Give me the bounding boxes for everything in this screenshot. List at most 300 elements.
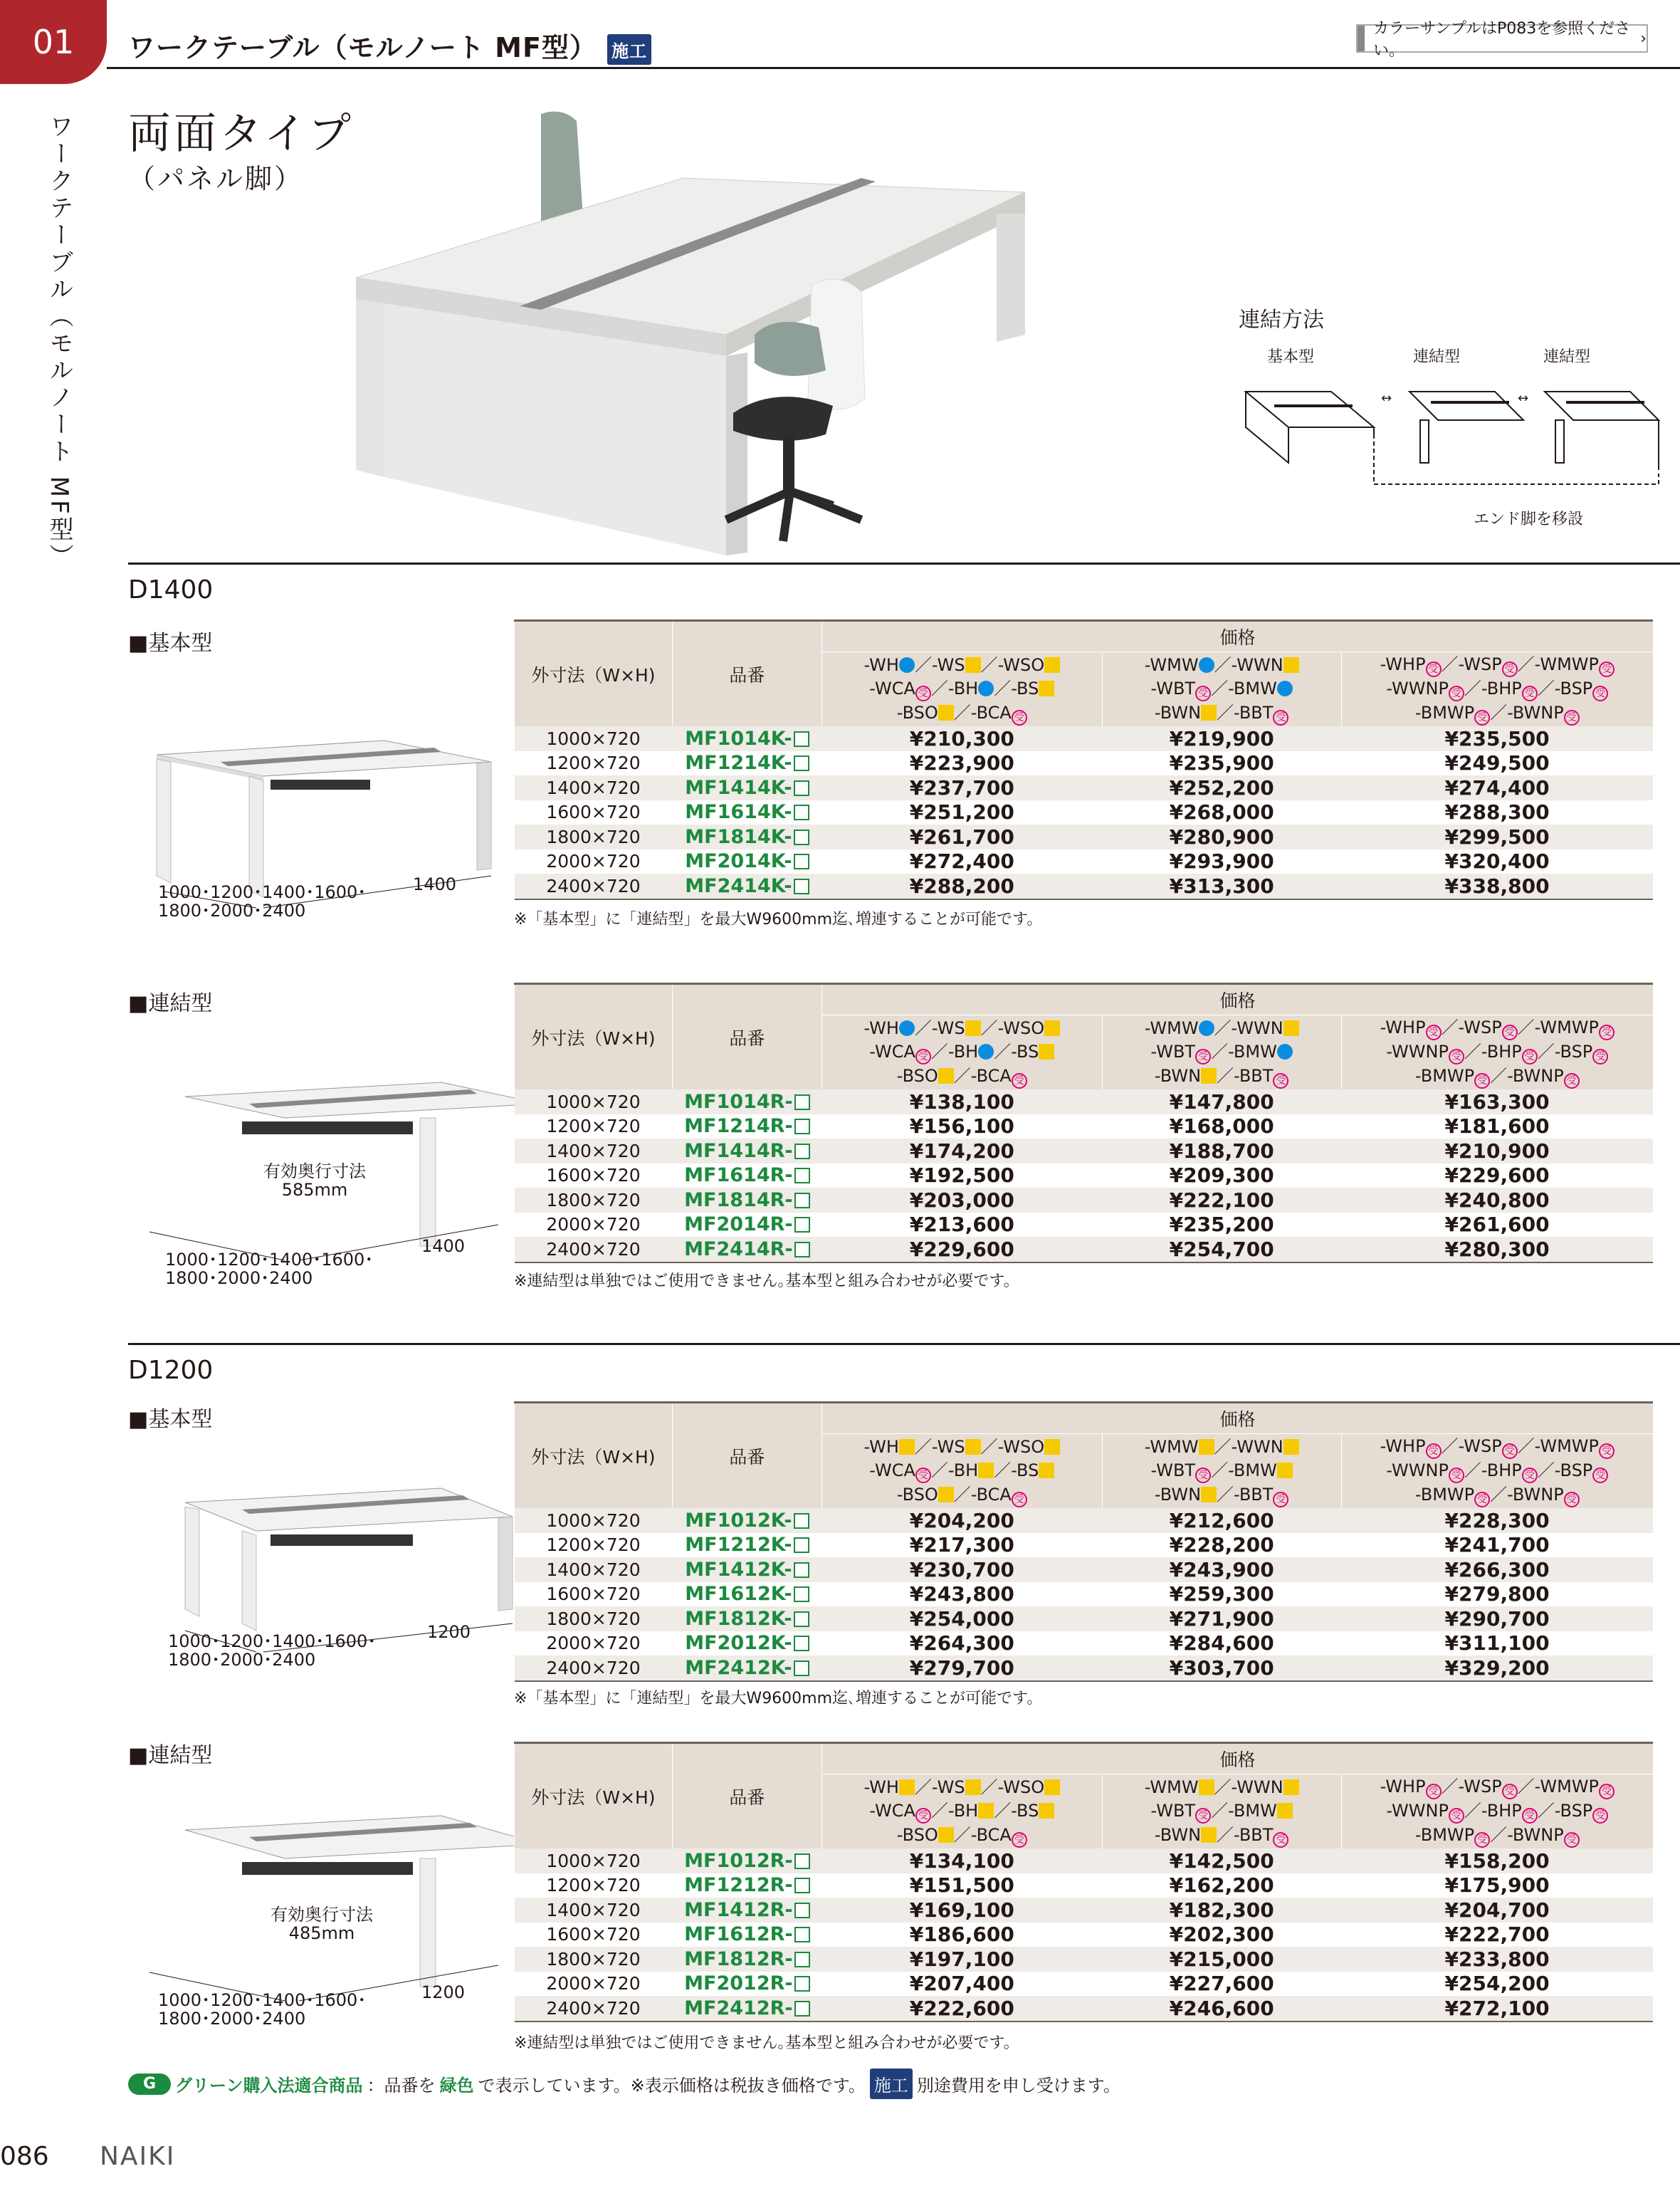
cell-product-code [672, 1631, 821, 1656]
color-code-box-icon [794, 1611, 809, 1627]
yellow-square-icon [938, 1068, 954, 1084]
table-row [515, 1631, 1654, 1656]
cell-text: ¥264,300 [909, 1631, 1014, 1656]
price-option-group-1 [821, 1434, 1102, 1509]
cell-dimensions [515, 1873, 673, 1898]
footer-text-1: ：品番を [367, 2076, 436, 2096]
cell-text: ¥320,400 [1444, 849, 1550, 874]
cell-text: 1200×720 [546, 1116, 641, 1137]
cell-text: ¥274,400 [1444, 775, 1550, 800]
opt-line: -WBT 受 ／-BMW [1103, 1040, 1340, 1065]
cell-text: 1800×720 [546, 1948, 641, 1970]
color-code-box-icon [794, 1661, 809, 1676]
table-row [515, 1873, 1654, 1898]
price-option-group-3 [1341, 652, 1653, 727]
section-rule-d1200 [128, 1343, 1680, 1345]
made-to-order-icon: 受 [1522, 1808, 1538, 1824]
cell-price [1341, 1631, 1653, 1656]
cell-price [1102, 1996, 1341, 2022]
cell-product-code [672, 800, 821, 825]
footer-legend [128, 2069, 1120, 2099]
header-title-text: ワークテーブル（モルノート MF型） [128, 32, 597, 63]
color-code-box-icon [794, 1927, 810, 1942]
cell-text: 2400×720 [546, 875, 641, 896]
opt-line: -WH ／-WS ／-WSO [823, 654, 1101, 677]
cell-text: ¥207,400 [909, 1972, 1014, 1996]
cell-text: ¥261,700 [909, 825, 1014, 849]
cell-price [821, 726, 1102, 751]
table-row [515, 1089, 1654, 1114]
cell-price [821, 1163, 1102, 1188]
diagram-widths-d1200-basic: 1000･1200･1400･1600･ 1800･2000･2400 [168, 1631, 377, 1670]
made-to-order-icon: 受 [1502, 1025, 1518, 1040]
cell-text: ¥251,200 [909, 800, 1014, 825]
note-d1400-basic: ※「基本型」に「連結型」を最大W9600mm迄､増連することが可能です。 [514, 911, 1043, 929]
yellow-square-icon [978, 1803, 994, 1819]
cell-price [821, 1923, 1102, 1947]
made-to-order-icon: 受 [915, 1049, 931, 1065]
footer-green-word: 緑色 [439, 2076, 474, 2096]
price-option-group-3 [1341, 1434, 1653, 1509]
cell-text: 2400×720 [546, 1238, 641, 1260]
cell-text: MF2012R- [684, 1972, 793, 1995]
cell-product-code [672, 1188, 821, 1213]
table-row [515, 1996, 1654, 2022]
diagram-depth-d1400-linked: 1400 [421, 1236, 466, 1256]
product-hero-image [327, 100, 1039, 555]
cell-price [1102, 1508, 1341, 1533]
opt-line: -BMWP 受 ／-BWNP 受 [1343, 1483, 1652, 1507]
cell-text: ¥181,600 [1444, 1114, 1550, 1139]
cell-price [821, 751, 1102, 776]
opt-line: -BSO ／-BCA 受 [823, 1065, 1101, 1089]
cell-price [821, 1848, 1102, 1873]
color-code-box-icon [794, 1903, 810, 1918]
cell-text: ¥202,300 [1169, 1923, 1274, 1947]
cell-text: ¥217,300 [909, 1533, 1014, 1557]
cell-text: ¥235,200 [1169, 1213, 1274, 1237]
made-to-order-icon: 受 [1592, 1049, 1608, 1065]
cell-price [821, 849, 1102, 874]
cell-text: MF1812R- [684, 1947, 793, 1970]
yellow-square-icon [965, 657, 981, 673]
section-rule-d1400 [128, 563, 1680, 565]
made-to-order-icon: 受 [1273, 1492, 1288, 1507]
cell-text: ¥235,500 [1444, 726, 1550, 751]
yellow-square-icon [1039, 1044, 1054, 1060]
opt-line: -BWN ／-BBT 受 [1103, 1065, 1340, 1089]
cell-price [1102, 1898, 1341, 1923]
cell-text: ¥197,100 [909, 1947, 1014, 1971]
cell-text: 1600×720 [546, 802, 641, 823]
opt-line: -WHP 受 ／-WSP 受 ／-WMWP 受 [1343, 1435, 1652, 1459]
cell-text: MF2414K- [685, 874, 792, 897]
made-to-order-icon: 受 [1599, 1443, 1615, 1459]
cell-product-code [672, 1656, 821, 1681]
cell-price [1102, 1972, 1341, 1997]
cell-text: ¥293,900 [1169, 849, 1274, 874]
cell-text: 1200×720 [546, 753, 641, 774]
cell-price [1341, 1656, 1653, 1681]
cell-text: ¥223,900 [909, 751, 1014, 775]
cell-dimensions [515, 726, 673, 751]
cell-price [1102, 1873, 1341, 1898]
yellow-square-icon [1044, 657, 1060, 673]
diagram-widths-d1400-linked: 1000･1200･1400･1600･ 1800･2000･2400 [165, 1250, 374, 1288]
table-row [515, 1947, 1654, 1972]
cell-text: MF2412K- [685, 1656, 792, 1679]
cell-price [1102, 751, 1341, 776]
cell-price [821, 874, 1102, 899]
opt-line: -WBT 受 ／-BMW [1103, 1799, 1340, 1824]
yellow-square-icon [899, 1439, 915, 1455]
cell-text: ¥219,900 [1169, 726, 1274, 751]
made-to-order-icon: 受 [915, 686, 931, 701]
made-to-order-icon: 受 [1522, 686, 1538, 701]
yellow-square-icon [1199, 1439, 1214, 1455]
cell-text: MF1614K- [685, 801, 792, 824]
blue-dot-icon [899, 1020, 915, 1036]
opt-line: -WCA 受 ／-BH ／-BS [823, 677, 1101, 701]
cell-dimensions [515, 1898, 673, 1923]
cell-text: MF1014R- [684, 1090, 793, 1113]
color-code-box-icon [794, 1094, 810, 1110]
table-row [515, 1898, 1654, 1923]
note-d1400-linked: ※連結型は単独ではご使用できません｡基本型と組み合わせが必要です。 [514, 1272, 1019, 1290]
col-dimensions: 外寸法（W×H) [515, 1743, 673, 1849]
cell-price [821, 1114, 1102, 1139]
cell-product-code [672, 1582, 821, 1607]
color-code-box-icon [794, 1242, 810, 1257]
opt-line: -WH ／-WS ／-WSO [823, 1776, 1101, 1799]
blue-dot-icon [1277, 681, 1293, 696]
table-row [515, 825, 1654, 849]
col-dimensions: 外寸法（W×H) [515, 1403, 673, 1509]
section-title-d1200: D1200 [128, 1356, 214, 1385]
cell-text: ¥134,100 [909, 1848, 1014, 1873]
table-row [515, 1582, 1654, 1607]
cell-price [1102, 1606, 1341, 1631]
made-to-order-icon: 受 [1474, 1073, 1490, 1089]
cell-price [1341, 1972, 1653, 1997]
table-row [515, 1848, 1654, 1873]
price-option-group-1 [821, 652, 1102, 727]
cell-price [1341, 1533, 1653, 1558]
cell-dimensions [515, 1139, 673, 1163]
cell-price [1341, 1582, 1653, 1607]
yellow-square-icon [965, 1779, 981, 1795]
cell-text: ¥303,700 [1169, 1656, 1274, 1680]
col-price: 価格 [821, 1403, 1653, 1434]
cell-text: ¥254,000 [909, 1606, 1014, 1631]
cell-price [1102, 1237, 1341, 1262]
cell-price [821, 800, 1102, 825]
cell-product-code [672, 1508, 821, 1533]
cell-price [1102, 1163, 1341, 1188]
cell-text: ¥168,000 [1169, 1114, 1274, 1139]
made-to-order-icon: 受 [1522, 1468, 1538, 1483]
made-to-order-icon: 受 [1273, 1832, 1288, 1848]
cell-text: MF1212R- [684, 1874, 793, 1897]
color-code-box-icon [794, 879, 809, 894]
cell-price [821, 1557, 1102, 1582]
cell-text: ¥204,200 [909, 1508, 1014, 1532]
color-code-box-icon [794, 1636, 809, 1651]
cell-text: 2000×720 [546, 1633, 641, 1654]
cell-price [821, 825, 1102, 849]
price-option-group-2 [1102, 1015, 1341, 1090]
cell-price [1341, 1947, 1653, 1972]
cell-price [1102, 1656, 1341, 1681]
made-to-order-icon: 受 [1592, 1468, 1608, 1483]
cell-text: 1600×720 [546, 1584, 641, 1605]
cell-text: ¥254,700 [1169, 1237, 1274, 1261]
svg-text:↔: ↔ [1518, 391, 1529, 406]
cell-price [821, 1139, 1102, 1163]
cell-text: 1000×720 [546, 728, 641, 749]
made-to-order-icon: 受 [1426, 1443, 1442, 1459]
blue-dot-icon [1199, 1020, 1214, 1036]
connection-label-basic: 基本型 [1267, 348, 1315, 366]
yellow-square-icon [1283, 1439, 1299, 1455]
cell-text: 1200×720 [546, 1534, 641, 1556]
cell-dimensions [515, 874, 673, 899]
color-code-box-icon [794, 755, 809, 771]
cell-text: ¥237,700 [909, 775, 1014, 800]
made-to-order-icon: 受 [1599, 661, 1615, 677]
diagram-depth-d1200-basic: 1200 [427, 1622, 471, 1642]
chevron-right-icon: › [1640, 29, 1647, 48]
side-chapter-label: ワークテーブル（モルノート MF型） [45, 114, 73, 571]
cell-text: MF2014K- [685, 850, 792, 873]
cell-text: ¥142,500 [1169, 1848, 1274, 1873]
made-to-order-icon: 受 [1426, 1784, 1442, 1799]
made-to-order-icon: 受 [1195, 1468, 1211, 1483]
yellow-square-icon [899, 1779, 915, 1795]
table-row [515, 1656, 1654, 1681]
opt-line: -WCA 受 ／-BH ／-BS [823, 1040, 1101, 1065]
cell-text: ¥233,800 [1444, 1947, 1550, 1971]
diagram-depth-d1200-linked: 1200 [421, 1982, 466, 2002]
cell-text: ¥222,700 [1444, 1923, 1550, 1947]
cell-price [1102, 1947, 1341, 1972]
cell-dimensions [515, 1656, 673, 1681]
cell-price [821, 1972, 1102, 1997]
made-to-order-icon: 受 [1426, 661, 1442, 677]
cell-price [821, 1606, 1102, 1631]
cell-dimensions [515, 751, 673, 776]
cell-dimensions [515, 1213, 673, 1238]
cell-text: ¥228,200 [1169, 1533, 1274, 1557]
cell-product-code [672, 1557, 821, 1582]
diagram-depth-d1400-basic: 1400 [413, 874, 457, 894]
made-to-order-icon: 受 [1474, 1492, 1490, 1507]
cell-price [1341, 1237, 1653, 1262]
opt-line: -WWNP 受 ／-BHP 受 ／-BSP 受 [1343, 1040, 1652, 1065]
cell-text: MF1012R- [684, 1849, 793, 1872]
cell-text: ¥163,300 [1444, 1089, 1550, 1114]
table-row [515, 1533, 1654, 1558]
cell-product-code [672, 1606, 821, 1631]
cell-product-code [672, 726, 821, 751]
color-code-box-icon [794, 1193, 810, 1208]
made-to-order-icon: 受 [1564, 1073, 1580, 1089]
yellow-square-icon [1201, 705, 1217, 721]
cell-text: 1800×720 [546, 1189, 641, 1210]
yellow-square-icon [1283, 1020, 1299, 1036]
cell-price [1102, 1533, 1341, 1558]
connection-diagram [1239, 370, 1680, 513]
yellow-square-icon [1044, 1020, 1060, 1036]
cell-product-code [672, 1898, 821, 1923]
cell-product-code [672, 1114, 821, 1139]
cell-price [821, 775, 1102, 800]
cell-price [1341, 1557, 1653, 1582]
cell-text: 1600×720 [546, 1924, 641, 1945]
cell-price [1341, 726, 1653, 751]
cell-text: ¥272,100 [1444, 1996, 1550, 2020]
cell-price [1341, 1089, 1653, 1114]
cell-dimensions [515, 1557, 673, 1582]
cell-price [821, 1508, 1102, 1533]
table-row [515, 1557, 1654, 1582]
cell-text: MF2414R- [684, 1238, 793, 1260]
opt-line: -WHP 受 ／-WSP 受 ／-WMWP 受 [1343, 1016, 1652, 1040]
color-code-box-icon [794, 1144, 810, 1159]
cell-text: MF1414R- [684, 1139, 793, 1162]
cell-text: ¥175,900 [1444, 1873, 1550, 1898]
made-to-order-icon: 受 [1502, 661, 1518, 677]
opt-line: -BWN ／-BBT 受 [1103, 1824, 1340, 1848]
cell-text: ¥215,000 [1169, 1947, 1274, 1971]
section-title-d1400: D1400 [128, 575, 214, 605]
opt-line: -WCA 受 ／-BH ／-BS [823, 1799, 1101, 1824]
cell-price [1102, 1213, 1341, 1238]
cell-product-code [672, 1848, 821, 1873]
cell-text: 1400×720 [546, 1899, 641, 1920]
color-code-box-icon [794, 1168, 810, 1183]
yellow-square-icon [965, 1020, 981, 1036]
made-to-order-icon: 受 [1599, 1784, 1615, 1799]
cell-text: ¥169,100 [909, 1898, 1014, 1922]
made-to-order-icon: 受 [1426, 1025, 1442, 1040]
cell-text: ¥222,600 [909, 1996, 1014, 2020]
cell-text: ¥246,600 [1169, 1996, 1274, 2020]
made-to-order-icon: 受 [1564, 1832, 1580, 1848]
price-table-d1400-basic [514, 619, 1653, 900]
cell-price [1102, 1582, 1341, 1607]
cell-text: 2000×720 [546, 851, 641, 872]
cell-price [1341, 1923, 1653, 1947]
page-number: 086 [0, 2142, 49, 2171]
cell-text: ¥271,900 [1169, 1606, 1274, 1631]
cell-text: ¥266,300 [1444, 1557, 1550, 1581]
color-code-box-icon [794, 1952, 810, 1967]
price-table-d1400-linked [514, 983, 1653, 1263]
table-row [515, 849, 1654, 874]
cell-text: ¥268,000 [1169, 800, 1274, 825]
cell-text: MF1614R- [684, 1164, 793, 1187]
color-sample-note [1356, 20, 1648, 60]
cell-price [1102, 1923, 1341, 1947]
yellow-square-icon [1044, 1779, 1060, 1795]
cell-text: 2000×720 [546, 1973, 641, 1994]
col-code: 品番 [672, 984, 821, 1090]
connection-caption: エンド脚を移設 [1474, 511, 1584, 528]
cell-dimensions [515, 849, 673, 874]
cell-text: ¥138,100 [909, 1089, 1014, 1114]
blue-dot-icon [978, 681, 994, 696]
chapter-tab [0, 0, 107, 84]
made-to-order-icon: 受 [1592, 1808, 1608, 1824]
cell-price [821, 1533, 1102, 1558]
page-header-title [128, 26, 651, 65]
chapter-number: 01 [32, 23, 75, 61]
cell-price [1341, 1873, 1653, 1898]
cell-price [821, 1631, 1102, 1656]
cell-text: ¥279,700 [909, 1656, 1014, 1680]
cell-text: MF1412R- [684, 1898, 793, 1921]
cell-product-code [672, 1139, 821, 1163]
price-table-d1200-linked [514, 1742, 1653, 2022]
cell-dimensions [515, 1508, 673, 1533]
yellow-square-icon [1201, 1487, 1217, 1502]
cell-price [1341, 751, 1653, 776]
install-badge: 施工 [607, 34, 651, 65]
diagram-widths-d1400-basic: 1000･1200･1400･1600･ 1800･2000･2400 [158, 882, 367, 921]
cell-price [1341, 775, 1653, 800]
cell-text: MF1414K- [685, 776, 792, 799]
color-code-box-icon [794, 1853, 810, 1869]
cell-product-code [672, 1972, 821, 1997]
table-row [515, 1606, 1654, 1631]
col-dimensions: 外寸法（W×H) [515, 621, 673, 727]
opt-line: -BWN ／-BBT 受 [1103, 1483, 1340, 1507]
table-row [515, 1508, 1654, 1533]
yellow-square-icon [938, 705, 954, 721]
cell-product-code [672, 775, 821, 800]
cell-text: ¥252,200 [1169, 775, 1274, 800]
blue-dot-icon [899, 657, 915, 673]
cell-text: MF1214R- [684, 1115, 793, 1138]
cell-text: ¥147,800 [1169, 1089, 1274, 1114]
type-label-d1200-basic: ■基本型 [128, 1407, 213, 1432]
cell-price [1102, 874, 1341, 899]
cell-product-code [672, 849, 821, 874]
note-d1200-linked: ※連結型は単独ではご使用できません｡基本型と組み合わせが必要です。 [514, 2034, 1019, 2052]
connection-title: 連結方法 [1239, 308, 1324, 333]
cell-text: ¥182,300 [1169, 1898, 1274, 1922]
table-row [515, 1188, 1654, 1213]
cell-text: MF1412K- [685, 1558, 792, 1581]
cell-text: ¥240,800 [1444, 1188, 1550, 1212]
cell-price [1102, 800, 1341, 825]
cell-dimensions [515, 1163, 673, 1188]
price-table-d1200-basic [514, 1401, 1653, 1682]
made-to-order-icon: 受 [915, 1468, 931, 1483]
page-subtitle: （パネル脚） [128, 163, 304, 194]
col-dimensions: 外寸法（W×H) [515, 984, 673, 1090]
opt-line: -WCA 受 ／-BH ／-BS [823, 1459, 1101, 1483]
cell-price [1341, 1848, 1653, 1873]
cell-price [1341, 1114, 1653, 1139]
color-code-box-icon [794, 830, 809, 845]
cell-product-code [672, 1163, 821, 1188]
cell-dimensions [515, 1996, 673, 2022]
yellow-square-icon [938, 1487, 954, 1502]
made-to-order-icon: 受 [1195, 1049, 1211, 1065]
cell-text: ¥228,300 [1444, 1508, 1550, 1532]
